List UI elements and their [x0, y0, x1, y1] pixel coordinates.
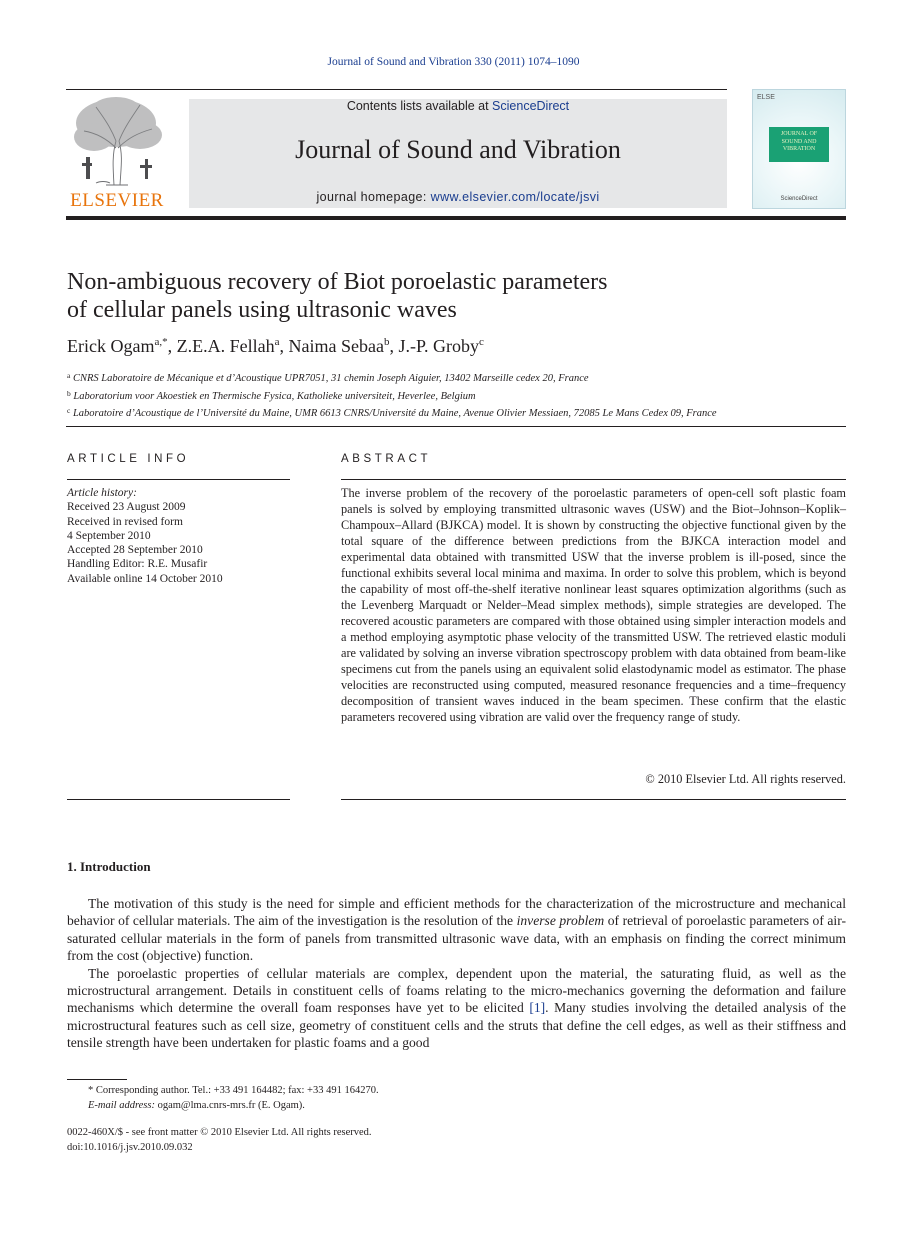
author-name[interactable]: Erick Ogam	[67, 336, 155, 356]
author-affil-mark[interactable]: a,*	[154, 336, 168, 348]
contents-prefix: Contents lists available at	[346, 99, 493, 113]
contents-line	[189, 99, 727, 113]
cover-title-block	[769, 127, 829, 162]
article-title	[67, 268, 827, 324]
author-affil-mark[interactable]: b	[383, 336, 390, 348]
journal-title: Journal of Sound and Vibration	[295, 135, 621, 164]
journal-header-panel	[189, 99, 727, 208]
history-item: Available online 14 October 2010	[67, 572, 223, 585]
sciencedirect-link[interactable]: ScienceDirect	[492, 99, 570, 113]
intro-emphasis: inverse problem	[516, 913, 605, 929]
author-name[interactable]: Naima Sebaa	[288, 336, 384, 356]
elsevier-logo[interactable]	[66, 93, 168, 210]
article-history	[67, 486, 290, 586]
email-note	[67, 1099, 827, 1114]
journal-cover-thumbnail[interactable]	[752, 89, 846, 209]
intro-text: . Many studies involving the detailed analysis of the microstructural features such as cell size, geometry of constituent cells and the struts that define the cell edges, as well as their stiffness and tensile strength have been undertaken for plastic foams and a good	[67, 1000, 846, 1051]
introduction-body	[67, 895, 846, 1052]
abstract-bottom-rule	[341, 799, 846, 800]
issn-line: 0022-460X/$ - see front matter © 2010 Elsevier Ltd. All rights reserved.	[67, 1127, 372, 1138]
affiliation-item	[67, 369, 847, 387]
header-thick-rule	[66, 216, 846, 220]
header-top-rule	[66, 89, 727, 90]
history-item: Received 23 August 2009	[67, 501, 186, 514]
abstract-text: The inverse problem of the recovery of the poroelastic parameters of open-cell soft plastic foam panels is solved by employing transmitted ultrasonic waves (USW) and the Biot–Johnson–Koplik–Champoux–Allard (BJKCA) model. It is shown by constructing the objective functional given by the total square of the difference between predictions from the BJKCA interaction model and experimental data obtained with transmitted USW that the inverse problem is ill-posed, since the functional exhibits several local minima and maxima. In order to solve this problem, which is beyond the capability of most off-the-shelf iterative nonlinear least squares optimization algorithms (such as the Levenberg Marquadt or Nelder–Mead simplex methods), simple strategies are developed. The recovered acoustic parameters are compared with those obtained using simpler interaction models and a method employing asymptotic phase velocity of the transmitted USW. The retrieved elastic moduli are validated by solving an inverse vibration spectroscopy problem with data obtained from beam-like specimens cut from the panels using an equivalent solid elastodynamic model as estimator. The phase velocities are reconstructed using computed, measured resonance frequencies and a time–frequency decomposition of transient waves induced in the beam specimen. These confirm that the elastic parameters recovered using vibration are valid over the frequency range of study.	[341, 486, 846, 724]
homepage-prefix: journal homepage:	[316, 190, 431, 204]
introduction-heading: 1. Introduction	[67, 859, 151, 874]
title-line-1: Non-ambiguous recovery of Biot poroelastic parameters	[67, 269, 608, 295]
journal-citation[interactable]: Journal of Sound and Vibration 330 (2011) 1074–1090	[327, 56, 580, 68]
footnotes	[67, 1084, 827, 1113]
author-list: Erick Ogam$^{a,*}$, Z.E.A. Fellah$^a$, Naima Sebaa$^b$, J.-P. Groby$^c$	[67, 336, 484, 356]
history-item: Handling Editor: R.E. Musafir	[67, 558, 208, 571]
cover-top-text: ELSE	[757, 94, 775, 101]
article-info-heading: ARTICLE INFO	[67, 453, 190, 465]
issn-doi-block	[67, 1126, 827, 1155]
author-name[interactable]: J.-P. Groby	[398, 336, 479, 356]
intro-text: of retrieval of poroelastic parameters of air-saturated cellular materials in the form of panels from transmitted ultrasonic wave data, with an emphasis on finding the correct minimum from the cost (objective) function.	[67, 913, 846, 964]
author-name[interactable]: Z.E.A. Fellah	[176, 336, 275, 356]
cover-line-3: VIBRATION	[782, 146, 816, 152]
affiliation-text: Laboratorium voor Akoestiek en Thermische Fysica, Katholieke universiteit, Heverlee, Belgium	[73, 390, 476, 402]
footnote-rule	[67, 1079, 127, 1080]
cover-line-2: SOUND AND	[781, 138, 817, 145]
elsevier-tree-icon	[66, 93, 168, 189]
corresponding-author-note: * Corresponding author. Tel.: +33 491 164482; fax: +33 491 164270.	[88, 1085, 379, 1096]
homepage-link[interactable]: www.elsevier.com/locate/jsvi	[430, 190, 600, 204]
affiliations	[67, 369, 847, 422]
affiliation-text: CNRS Laboratoire de Mécanique et d’Acoustique UPR7051, 31 chemin Joseph Aiguier, 13402 Marseille cedex 20, France	[72, 373, 589, 384]
homepage-line	[189, 190, 727, 204]
history-item: Accepted 28 September 2010	[67, 544, 203, 557]
abstract-heading: ABSTRACT	[341, 453, 432, 465]
history-item: Received in revised form	[67, 515, 183, 528]
author-affil-mark[interactable]: a	[274, 336, 280, 348]
history-label: Article history:	[67, 487, 137, 499]
affiliation-text: Laboratoire d’Acoustique de l’Université du Maine, UMR 6613 CNRS/Université du Maine, Avenue Olivier Messiaen, 72085 Le Mans Cedex 09, France	[72, 408, 717, 419]
author-affil-mark[interactable]: c	[478, 336, 484, 348]
affiliation-item	[67, 404, 847, 422]
affiliation-mark: b	[67, 388, 71, 398]
intro-text: The poroelastic properties of cellular materials are complex, dependent upon the material, the saturating fluid, as well as the microstructural arrangement. Details in constituent cells of foams relating to the micro-mechanics governing the deformation and failure mechanisms which determine the overall foam responses have yet to be elicited	[67, 965, 846, 1016]
cover-foot-text: ScienceDirect	[780, 196, 818, 202]
cover-line-1: JOURNAL OF	[780, 131, 818, 137]
title-line-2: of cellular panels using ultrasonic waves	[67, 297, 457, 323]
affiliations-rule	[66, 426, 846, 427]
abstract-rule	[341, 479, 846, 480]
affiliation-mark: c	[67, 406, 71, 415]
history-item: 4 September 2010	[67, 529, 151, 542]
intro-text: The motivation of this study is the need for simple and efficient methods for the characterization of the microstructure and mechanical behavior of cellular materials. The aim of the investigation is the resolution of the	[67, 896, 846, 929]
intro-paragraph-2	[67, 965, 846, 1052]
email-address[interactable]: ogam@lma.cnrs-mrs.fr (E. Ogam).	[154, 1099, 305, 1111]
intro-paragraph-1	[67, 895, 846, 965]
reference-link[interactable]: [1]	[529, 1000, 546, 1016]
affiliation-mark: a	[67, 371, 71, 380]
article-info-bottom-rule	[67, 799, 290, 800]
email-label: E-mail address:	[88, 1099, 155, 1111]
doi-line[interactable]: doi:10.1016/j.jsv.2010.09.032	[67, 1141, 193, 1153]
article-info-rule	[67, 479, 290, 480]
abstract-copyright: © 2010 Elsevier Ltd. All rights reserved.	[645, 772, 846, 786]
publisher-wordmark: ELSEVIER	[70, 190, 164, 211]
affiliation-item	[67, 387, 847, 405]
